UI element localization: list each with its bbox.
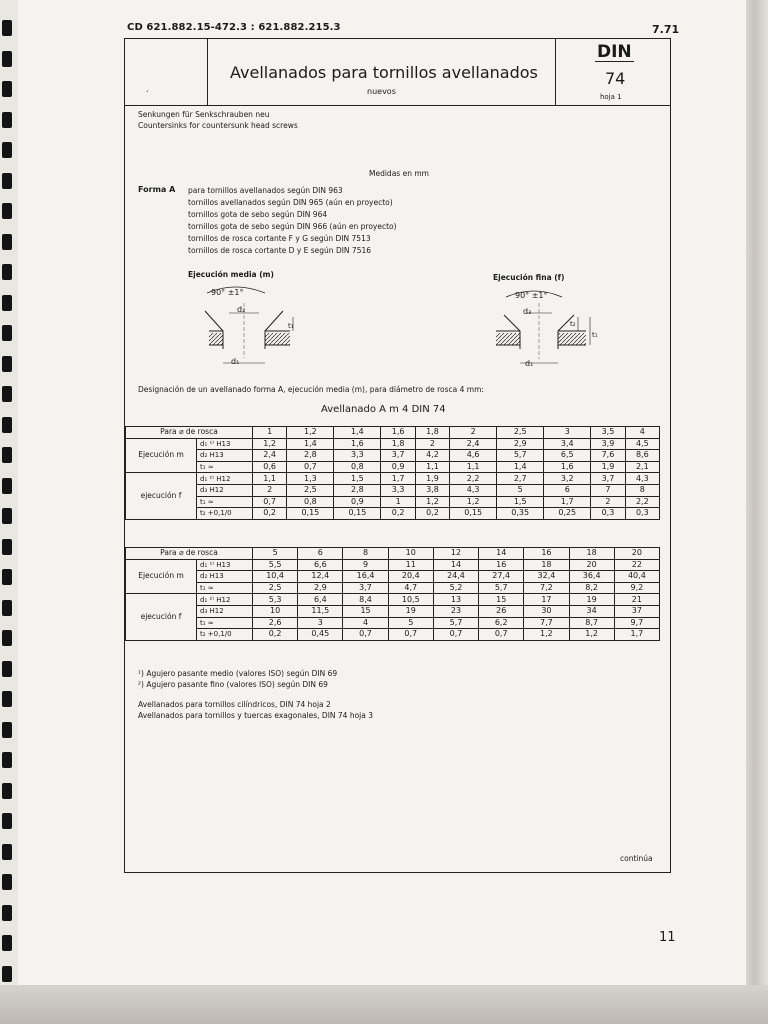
execution-group-label: ejecución f — [126, 594, 197, 640]
table-cell: 5,7 — [497, 450, 544, 462]
thread-diameter-header: 5 — [253, 548, 298, 560]
execution-group-label: Ejecución m — [126, 438, 197, 473]
table-cell: 5,7 — [433, 617, 478, 629]
thread-diameter-header: 6 — [298, 548, 343, 560]
t1-label-medium: t₁ — [288, 322, 294, 330]
table-cell: 1,9 — [591, 461, 625, 473]
d3-label: d₃ — [523, 307, 532, 316]
table-cell: 1,1 — [415, 461, 449, 473]
thread-diameter-header: 1,4 — [334, 427, 381, 439]
table-cell: 4,3 — [450, 484, 497, 496]
table-cell: 15 — [479, 594, 524, 606]
table-cell: 4 — [343, 617, 388, 629]
dimension-symbol: d₃ H12 — [197, 484, 253, 496]
thread-diameter-header: 14 — [479, 548, 524, 560]
table-cell: 4,5 — [625, 438, 659, 450]
table-cell: 8 — [625, 484, 659, 496]
d2-label: d₂ — [237, 305, 246, 314]
binding-ring — [2, 600, 12, 616]
classification-code: CD 621.882.15-472.3 : 621.882.215.3 — [127, 22, 341, 33]
table-cell: 3,2 — [544, 473, 591, 485]
table-cell: 2,4 — [450, 438, 497, 450]
binding-ring — [2, 630, 12, 646]
dimension-table-small — [125, 426, 660, 520]
table-cell: 10,5 — [388, 594, 433, 606]
angle-label-fine: 90° ±1° — [515, 291, 548, 300]
table-cell: 12,4 — [298, 571, 343, 583]
table-cell: 4,6 — [450, 450, 497, 462]
dimension-symbol: d₁ ²⁾ H12 — [197, 473, 253, 485]
table-cell: 1,1 — [253, 473, 287, 485]
table-cell: 1,7 — [544, 496, 591, 508]
d1-label-medium: d₁ — [231, 357, 240, 366]
binding-ring — [2, 539, 12, 555]
thread-diameter-header: 20 — [614, 548, 659, 560]
table-cell: 7,2 — [524, 582, 569, 594]
table-row — [126, 450, 660, 462]
binding-ring — [2, 905, 12, 921]
table-cell: 16 — [479, 559, 524, 571]
binding-ring — [2, 264, 12, 280]
dimension-symbol: d₁ ¹⁾ H13 — [197, 559, 253, 571]
dimension-symbol: t₁ ≈ — [197, 461, 253, 473]
table-cell: 0,8 — [287, 496, 334, 508]
table-cell: 2,8 — [287, 450, 334, 462]
binding-ring — [2, 356, 12, 372]
binding-ring — [2, 173, 12, 189]
table-row — [126, 559, 660, 571]
table-cell: 2,4 — [253, 450, 287, 462]
table-cell: 20 — [569, 559, 614, 571]
binding-ring — [2, 81, 12, 97]
table-cell: 2 — [253, 484, 287, 496]
document-title: Avellanados para tornillos avellanados — [230, 63, 538, 82]
form-a-line: tornillos avellanados según DIN 965 (aún en proyecto) — [188, 198, 393, 207]
table-cell: 26 — [479, 605, 524, 617]
table-cell: 1,4 — [497, 461, 544, 473]
thread-diameter-header: 1 — [253, 427, 287, 439]
table-row — [126, 629, 660, 641]
table-cell: 0,7 — [253, 496, 287, 508]
binding-ring — [2, 325, 12, 341]
table-cell: 1,9 — [415, 473, 449, 485]
binding-ring — [2, 142, 12, 158]
designation-text: Designación de un avellanado forma A, ejecución media (m), para diámetro de rosca 4 mm: — [138, 385, 484, 394]
table-cell: 3,4 — [544, 438, 591, 450]
table-row — [126, 617, 660, 629]
table-cell: 3 — [298, 617, 343, 629]
thread-diameter-header: 8 — [343, 548, 388, 560]
binding-ring — [2, 661, 12, 677]
table-cell: 40,4 — [614, 571, 659, 583]
table-cell: 1,2 — [569, 629, 614, 641]
table-cell: 4,7 — [388, 582, 433, 594]
table-cell: 2,2 — [625, 496, 659, 508]
dimension-symbol: d₁ ¹⁾ H13 — [197, 438, 253, 450]
units-note: Medidas en mm — [369, 169, 429, 178]
table-cell: 19 — [569, 594, 614, 606]
figure-medium-label: Ejecución media (m) — [188, 270, 274, 279]
page-edge — [746, 0, 768, 1024]
table-cell: 21 — [614, 594, 659, 606]
table-cell: 8,7 — [569, 617, 614, 629]
table-cell: 0,7 — [479, 629, 524, 641]
table-cell: 10 — [253, 605, 298, 617]
table-cell: 24,4 — [433, 571, 478, 583]
table-cell: 1,7 — [614, 629, 659, 641]
thread-diameter-header: 12 — [433, 548, 478, 560]
dimension-symbol: t₂ +0,1/0 — [197, 629, 253, 641]
table-cell: 5 — [497, 484, 544, 496]
dimension-symbol: d₂ H13 — [197, 450, 253, 462]
table-row — [126, 496, 660, 508]
table-cell: 2 — [415, 438, 449, 450]
table-cell: 1,6 — [334, 438, 381, 450]
title-block-left-cell — [125, 39, 208, 105]
table-cell: 0,7 — [287, 461, 334, 473]
thread-diameter-header: 16 — [524, 548, 569, 560]
dimension-symbol: t₁ ≈ — [197, 617, 253, 629]
table-cell: 30 — [524, 605, 569, 617]
table-cell: 0,2 — [253, 629, 298, 641]
binding-ring — [2, 691, 12, 707]
table-header-label: Para ⌀ de rosca — [126, 427, 253, 439]
table-cell: 4,3 — [625, 473, 659, 485]
table-cell: 4,2 — [415, 450, 449, 462]
binding-ring — [2, 874, 12, 890]
binding-ring — [2, 569, 12, 585]
tick-mark: ˏ — [145, 83, 149, 92]
table-cell: 6,2 — [479, 617, 524, 629]
form-a-line: tornillos gota de sebo según DIN 964 — [188, 210, 328, 219]
din-label: DIN — [597, 42, 632, 62]
intro-english: Countersinks for countersunk head screws — [138, 121, 298, 130]
binding-ring — [2, 813, 12, 829]
table-row — [126, 605, 660, 617]
thread-diameter-header: 1,2 — [287, 427, 334, 439]
table-cell: 14 — [433, 559, 478, 571]
binding-ring — [2, 386, 12, 402]
table-cell: 2,9 — [298, 582, 343, 594]
table-header-label: Para ⌀ de rosca — [126, 548, 253, 560]
table-cell: 1,2 — [415, 496, 449, 508]
form-a-line: tornillos gota de sebo según DIN 966 (aún en proyecto) — [188, 222, 397, 231]
table-cell: 1,2 — [450, 496, 497, 508]
table-cell: 16,4 — [343, 571, 388, 583]
binding-ring — [2, 417, 12, 433]
table-cell: 2,5 — [287, 484, 334, 496]
table-cell: 3,7 — [381, 450, 415, 462]
table-cell: 0,7 — [388, 629, 433, 641]
table-cell: 11,5 — [298, 605, 343, 617]
footnote: ²) Agujero pasante fino (valores ISO) según DIN 69 — [138, 680, 328, 689]
table-row — [126, 438, 660, 450]
thread-diameter-header: 18 — [569, 548, 614, 560]
angle-label-medium: 90° ±1° — [211, 288, 244, 297]
bottom-shadow — [0, 985, 768, 1024]
table-cell: 1,2 — [253, 438, 287, 450]
table-cell: 5 — [388, 617, 433, 629]
table-cell: 1,3 — [287, 473, 334, 485]
document-frame — [124, 38, 671, 873]
thread-diameter-header: 1,8 — [415, 427, 449, 439]
table-cell: 2,9 — [497, 438, 544, 450]
countersink-medium-figure — [195, 283, 315, 378]
table-cell: 1,6 — [544, 461, 591, 473]
binding-ring — [2, 112, 12, 128]
table-cell: 32,4 — [524, 571, 569, 583]
table-cell: 1,8 — [381, 438, 415, 450]
table-cell: 0,2 — [381, 508, 415, 520]
designation-example: Avellanado A m 4 DIN 74 — [321, 404, 446, 415]
table-cell: 3,3 — [381, 484, 415, 496]
table-row — [126, 571, 660, 583]
table-cell: 0,25 — [544, 508, 591, 520]
table-cell: 8,4 — [343, 594, 388, 606]
table-cell: 36,4 — [569, 571, 614, 583]
table-cell: 2,6 — [253, 617, 298, 629]
table-cell: 9,7 — [614, 617, 659, 629]
table-cell: 3,7 — [591, 473, 625, 485]
binding-ring — [2, 844, 12, 860]
table-cell: 19 — [388, 605, 433, 617]
table-cell: 15 — [343, 605, 388, 617]
page-code: 7.71 — [652, 23, 680, 36]
table-cell: 3,7 — [343, 582, 388, 594]
table-cell: 1,4 — [287, 438, 334, 450]
table-cell: 2,7 — [497, 473, 544, 485]
table-cell: 9,2 — [614, 582, 659, 594]
figure-fine-label: Ejecución fina (f) — [493, 273, 565, 282]
table-cell: 0,15 — [450, 508, 497, 520]
table-row — [126, 508, 660, 520]
table-cell: 2,2 — [450, 473, 497, 485]
table-cell: 8,2 — [569, 582, 614, 594]
table-cell: 6,5 — [544, 450, 591, 462]
execution-group-label: Ejecución m — [126, 559, 197, 594]
table-cell: 5,2 — [433, 582, 478, 594]
table-cell: 2,5 — [253, 582, 298, 594]
related-standard: Avellanados para tornillos cilíndricos, DIN 74 hoja 2 — [138, 700, 331, 709]
thread-diameter-header: 3 — [544, 427, 591, 439]
table-cell: 1,7 — [381, 473, 415, 485]
d1-label-fine: d₁ — [525, 359, 534, 368]
thread-diameter-header: 2,5 — [497, 427, 544, 439]
binding-ring — [2, 234, 12, 250]
table-cell: 23 — [433, 605, 478, 617]
table-cell: 0,8 — [334, 461, 381, 473]
form-a-line: tornillos de rosca cortante D y E según DIN 7516 — [188, 246, 372, 255]
table-cell: 0,15 — [334, 508, 381, 520]
binding-ring — [2, 20, 12, 36]
form-a-label: Forma A — [138, 185, 176, 194]
table-cell: 3,3 — [334, 450, 381, 462]
form-a-line: tornillos de rosca cortante F y G según DIN 7513 — [188, 234, 371, 243]
table-row — [126, 473, 660, 485]
table-cell: 0,6 — [253, 461, 287, 473]
related-standard: Avellanados para tornillos y tuercas exagonales, DIN 74 hoja 3 — [138, 711, 374, 720]
table-cell: 2,1 — [625, 461, 659, 473]
title-block — [125, 39, 670, 106]
table-cell: 0,3 — [591, 508, 625, 520]
table-cell: 5,5 — [253, 559, 298, 571]
table-cell: 17 — [524, 594, 569, 606]
table-cell: 27,4 — [479, 571, 524, 583]
table-cell: 6,6 — [298, 559, 343, 571]
binding-ring — [2, 478, 12, 494]
binding-ring — [2, 935, 12, 951]
table-cell: 18 — [524, 559, 569, 571]
table-cell: 8,6 — [625, 450, 659, 462]
dimension-symbol: d₃ H12 — [197, 605, 253, 617]
intro-german: Senkungen für Senkschrauben neu — [138, 110, 270, 119]
binding-ring — [2, 966, 12, 982]
table-cell: 1,5 — [334, 473, 381, 485]
binding-ring — [2, 752, 12, 768]
table-row — [126, 582, 660, 594]
table-cell: 9 — [343, 559, 388, 571]
table-cell: 22 — [614, 559, 659, 571]
table-row — [126, 461, 660, 473]
din-sheet: hoja 1 — [600, 93, 622, 101]
table-cell: 0,9 — [381, 461, 415, 473]
din-number: 74 — [605, 69, 626, 88]
binding-ring — [2, 447, 12, 463]
thread-diameter-header: 2 — [450, 427, 497, 439]
thread-diameter-header: 10 — [388, 548, 433, 560]
table-cell: 0,7 — [433, 629, 478, 641]
binding-ring — [2, 722, 12, 738]
table-cell: 34 — [569, 605, 614, 617]
dimension-symbol: t₁ ≈ — [197, 582, 253, 594]
t1-label-fine: t₁ — [592, 331, 598, 339]
binding-ring — [2, 203, 12, 219]
t2-label: t₂ — [570, 320, 576, 328]
table-cell: 0,2 — [253, 508, 287, 520]
table-cell: 1 — [381, 496, 415, 508]
table-cell: 11 — [388, 559, 433, 571]
footnote: ¹) Agujero pasante medio (valores ISO) según DIN 69 — [138, 669, 338, 678]
table-row — [126, 484, 660, 496]
binding-ring — [2, 783, 12, 799]
table-cell: 7,7 — [524, 617, 569, 629]
table-cell: 5,7 — [479, 582, 524, 594]
table-cell: 3,9 — [591, 438, 625, 450]
spiral-binding — [0, 0, 14, 1000]
dimension-symbol: t₁ ≈ — [197, 496, 253, 508]
table-cell: 37 — [614, 605, 659, 617]
table-cell: 0,9 — [334, 496, 381, 508]
table-cell: 13 — [433, 594, 478, 606]
table-cell: 0,3 — [625, 508, 659, 520]
table-cell: 5,3 — [253, 594, 298, 606]
table-cell: 20,4 — [388, 571, 433, 583]
dimension-table-large — [125, 547, 660, 641]
thread-diameter-header: 4 — [625, 427, 659, 439]
dimension-symbol: d₁ ²⁾ H12 — [197, 594, 253, 606]
execution-group-label: ejecución f — [126, 473, 197, 519]
table-cell: 2 — [591, 496, 625, 508]
binding-ring — [2, 51, 12, 67]
thread-diameter-header: 1,6 — [381, 427, 415, 439]
dimension-symbol: t₂ +0,1/0 — [197, 508, 253, 520]
table-cell: 6,4 — [298, 594, 343, 606]
table-cell: 10,4 — [253, 571, 298, 583]
continued-note: continúa — [620, 854, 653, 863]
table-cell: 6 — [544, 484, 591, 496]
table-cell: 0,7 — [343, 629, 388, 641]
table-cell: 0,15 — [287, 508, 334, 520]
document-subtitle: nuevos — [367, 87, 396, 96]
table-cell: 1,2 — [524, 629, 569, 641]
table-cell: 0,35 — [497, 508, 544, 520]
table-cell: 3,8 — [415, 484, 449, 496]
table-cell: 2,8 — [334, 484, 381, 496]
table-cell: 7 — [591, 484, 625, 496]
page-number: 11 — [659, 930, 676, 945]
form-a-line: para tornillos avellanados según DIN 963 — [188, 186, 343, 195]
binding-ring — [2, 508, 12, 524]
dimension-symbol: d₂ H13 — [197, 571, 253, 583]
table-cell: 1,1 — [450, 461, 497, 473]
table-cell: 0,45 — [298, 629, 343, 641]
table-cell: 0,2 — [415, 508, 449, 520]
binding-ring — [2, 295, 12, 311]
table-cell: 1,5 — [497, 496, 544, 508]
table-cell: 7,6 — [591, 450, 625, 462]
thread-diameter-header: 3,5 — [591, 427, 625, 439]
table-row — [126, 594, 660, 606]
